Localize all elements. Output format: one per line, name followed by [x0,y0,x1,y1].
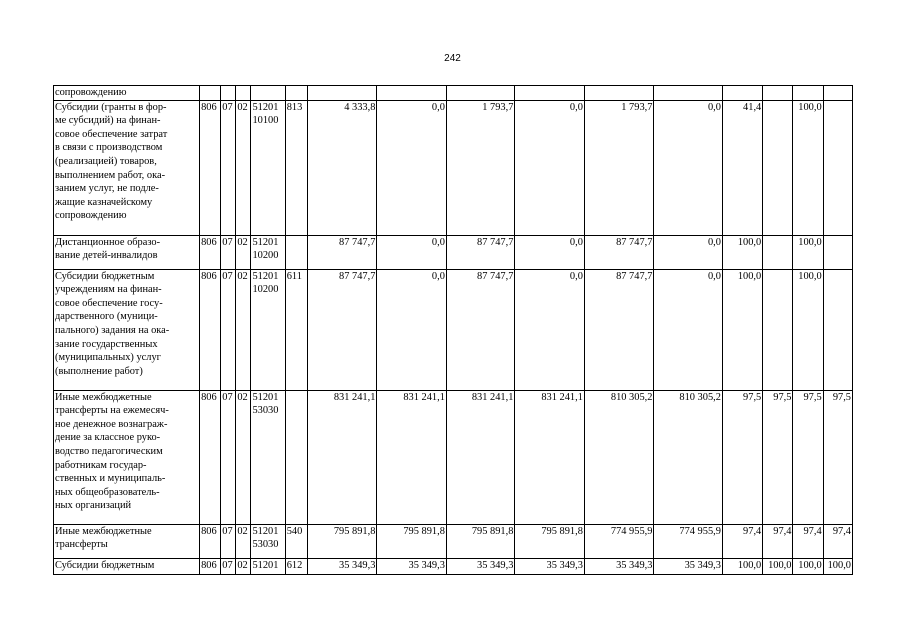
value-cell: 87 747,7 [446,235,515,269]
value-cell: 795 891,8 [446,524,515,558]
percent-cell: 100,0 [823,558,852,574]
value-cell [654,86,723,101]
target-article-code: 51201 53030 [251,524,285,558]
percent-cell [823,269,852,390]
table-row [54,235,853,269]
percent-cell: 41,4 [722,100,762,235]
value-cell: 35 349,3 [584,558,654,574]
value-cell: 0,0 [654,100,723,235]
value-cell: 35 349,3 [307,558,377,574]
row-name: Субсидии бюджетным [54,558,200,574]
expense-type-code: 612 [285,558,307,574]
target-article-code: 51201 53030 [251,390,285,524]
ministry-code: 806 [200,269,221,390]
value-cell: 35 349,3 [377,558,447,574]
expense-type-code [285,86,307,101]
row-name: сопровождению [54,86,200,101]
row-name: Субсидии (гранты в фор- ме субсидий) на финан- совое обеспечение затрат в связи с производством (реализацией) товаров, выполнением работ, ока- занием услуг, не подле- жащие казначейскому сопровождению [54,100,200,235]
table-row [54,524,853,558]
value-cell: 810 305,2 [584,390,654,524]
value-cell: 831 241,1 [307,390,377,524]
percent-cell: 100,0 [793,558,823,574]
percent-cell: 97,5 [763,390,793,524]
ministry-code: 806 [200,558,221,574]
target-article-code: 51201 10100 [251,100,285,235]
expense-type-code: 540 [285,524,307,558]
value-cell: 831 241,1 [377,390,447,524]
percent-cell [823,86,852,101]
percent-cell [763,269,793,390]
value-cell: 831 241,1 [515,390,585,524]
percent-cell: 97,4 [793,524,823,558]
percent-cell [823,235,852,269]
value-cell: 795 891,8 [515,524,585,558]
percent-cell [793,86,823,101]
row-name: Дистанционное образо- вание детей-инвалидов [54,235,200,269]
table-row [54,86,853,101]
target-article-code: 51201 [251,558,285,574]
value-cell: 0,0 [515,235,585,269]
value-cell: 87 747,7 [307,269,377,390]
target-article-code: 51201 10200 [251,235,285,269]
percent-cell: 100,0 [722,235,762,269]
subsection-code: 02 [236,558,251,574]
value-cell: 0,0 [654,235,723,269]
expense-type-code: 611 [285,269,307,390]
value-cell: 0,0 [654,269,723,390]
value-cell: 0,0 [377,269,447,390]
row-name: Субсидии бюджетным учреждениям на финан- совое обеспечение госу- дарственного (муници- пального) задания на ока- зание государственных (муниципальных) услуг (выполнение работ) [54,269,200,390]
value-cell: 810 305,2 [654,390,723,524]
value-cell: 35 349,3 [515,558,585,574]
value-cell: 35 349,3 [446,558,515,574]
percent-cell [763,86,793,101]
subsection-code: 02 [236,235,251,269]
percent-cell [722,86,762,101]
expense-type-code: 813 [285,100,307,235]
target-article-code [251,86,285,101]
ministry-code [200,86,221,101]
percent-cell: 100,0 [793,100,823,235]
table-row [54,269,853,390]
ministry-code: 806 [200,390,221,524]
value-cell: 87 747,7 [446,269,515,390]
percent-cell: 97,4 [823,524,852,558]
expense-type-code [285,235,307,269]
value-cell: 0,0 [515,100,585,235]
percent-cell: 97,4 [763,524,793,558]
percent-cell: 97,4 [722,524,762,558]
target-article-code: 51201 10200 [251,269,285,390]
value-cell: 774 955,9 [654,524,723,558]
section-code: 07 [221,390,236,524]
subsection-code: 02 [236,524,251,558]
value-cell: 831 241,1 [446,390,515,524]
value-cell [446,86,515,101]
value-cell: 4 333,8 [307,100,377,235]
percent-cell: 100,0 [722,269,762,390]
value-cell: 774 955,9 [584,524,654,558]
subsection-code: 02 [236,269,251,390]
section-code: 07 [221,100,236,235]
row-name: Иные межбюджетные трансферты на ежемесяч- ное денежное вознаграж- дение за классное руко- водство педагогическим работникам государ- ственных и муниципаль- ных общеобразователь- ных организаций [54,390,200,524]
value-cell: 1 793,7 [446,100,515,235]
expense-type-code [285,390,307,524]
percent-cell: 97,5 [793,390,823,524]
value-cell [584,86,654,101]
value-cell: 1 793,7 [584,100,654,235]
value-cell: 795 891,8 [377,524,447,558]
budget-execution-table [53,85,853,575]
section-code: 07 [221,269,236,390]
table-row [54,100,853,235]
ministry-code: 806 [200,100,221,235]
value-cell: 87 747,7 [584,235,654,269]
ministry-code: 806 [200,524,221,558]
percent-cell [823,100,852,235]
percent-cell: 100,0 [763,558,793,574]
percent-cell [763,235,793,269]
percent-cell: 97,5 [722,390,762,524]
percent-cell: 97,5 [823,390,852,524]
subsection-code: 02 [236,390,251,524]
page-number: 242 [444,53,461,64]
percent-cell [763,100,793,235]
value-cell [515,86,585,101]
value-cell: 87 747,7 [307,235,377,269]
section-code: 07 [221,235,236,269]
ministry-code: 806 [200,235,221,269]
value-cell: 795 891,8 [307,524,377,558]
value-cell [377,86,447,101]
row-name: Иные межбюджетные трансферты [54,524,200,558]
table-row [54,558,853,574]
value-cell: 0,0 [377,100,447,235]
value-cell [307,86,377,101]
section-code: 07 [221,558,236,574]
percent-cell: 100,0 [793,269,823,390]
value-cell: 35 349,3 [654,558,723,574]
value-cell: 87 747,7 [584,269,654,390]
value-cell: 0,0 [515,269,585,390]
percent-cell: 100,0 [793,235,823,269]
value-cell: 0,0 [377,235,447,269]
section-code: 07 [221,524,236,558]
section-code [221,86,236,101]
table-row [54,390,853,524]
subsection-code: 02 [236,100,251,235]
subsection-code [236,86,251,101]
percent-cell: 100,0 [722,558,762,574]
